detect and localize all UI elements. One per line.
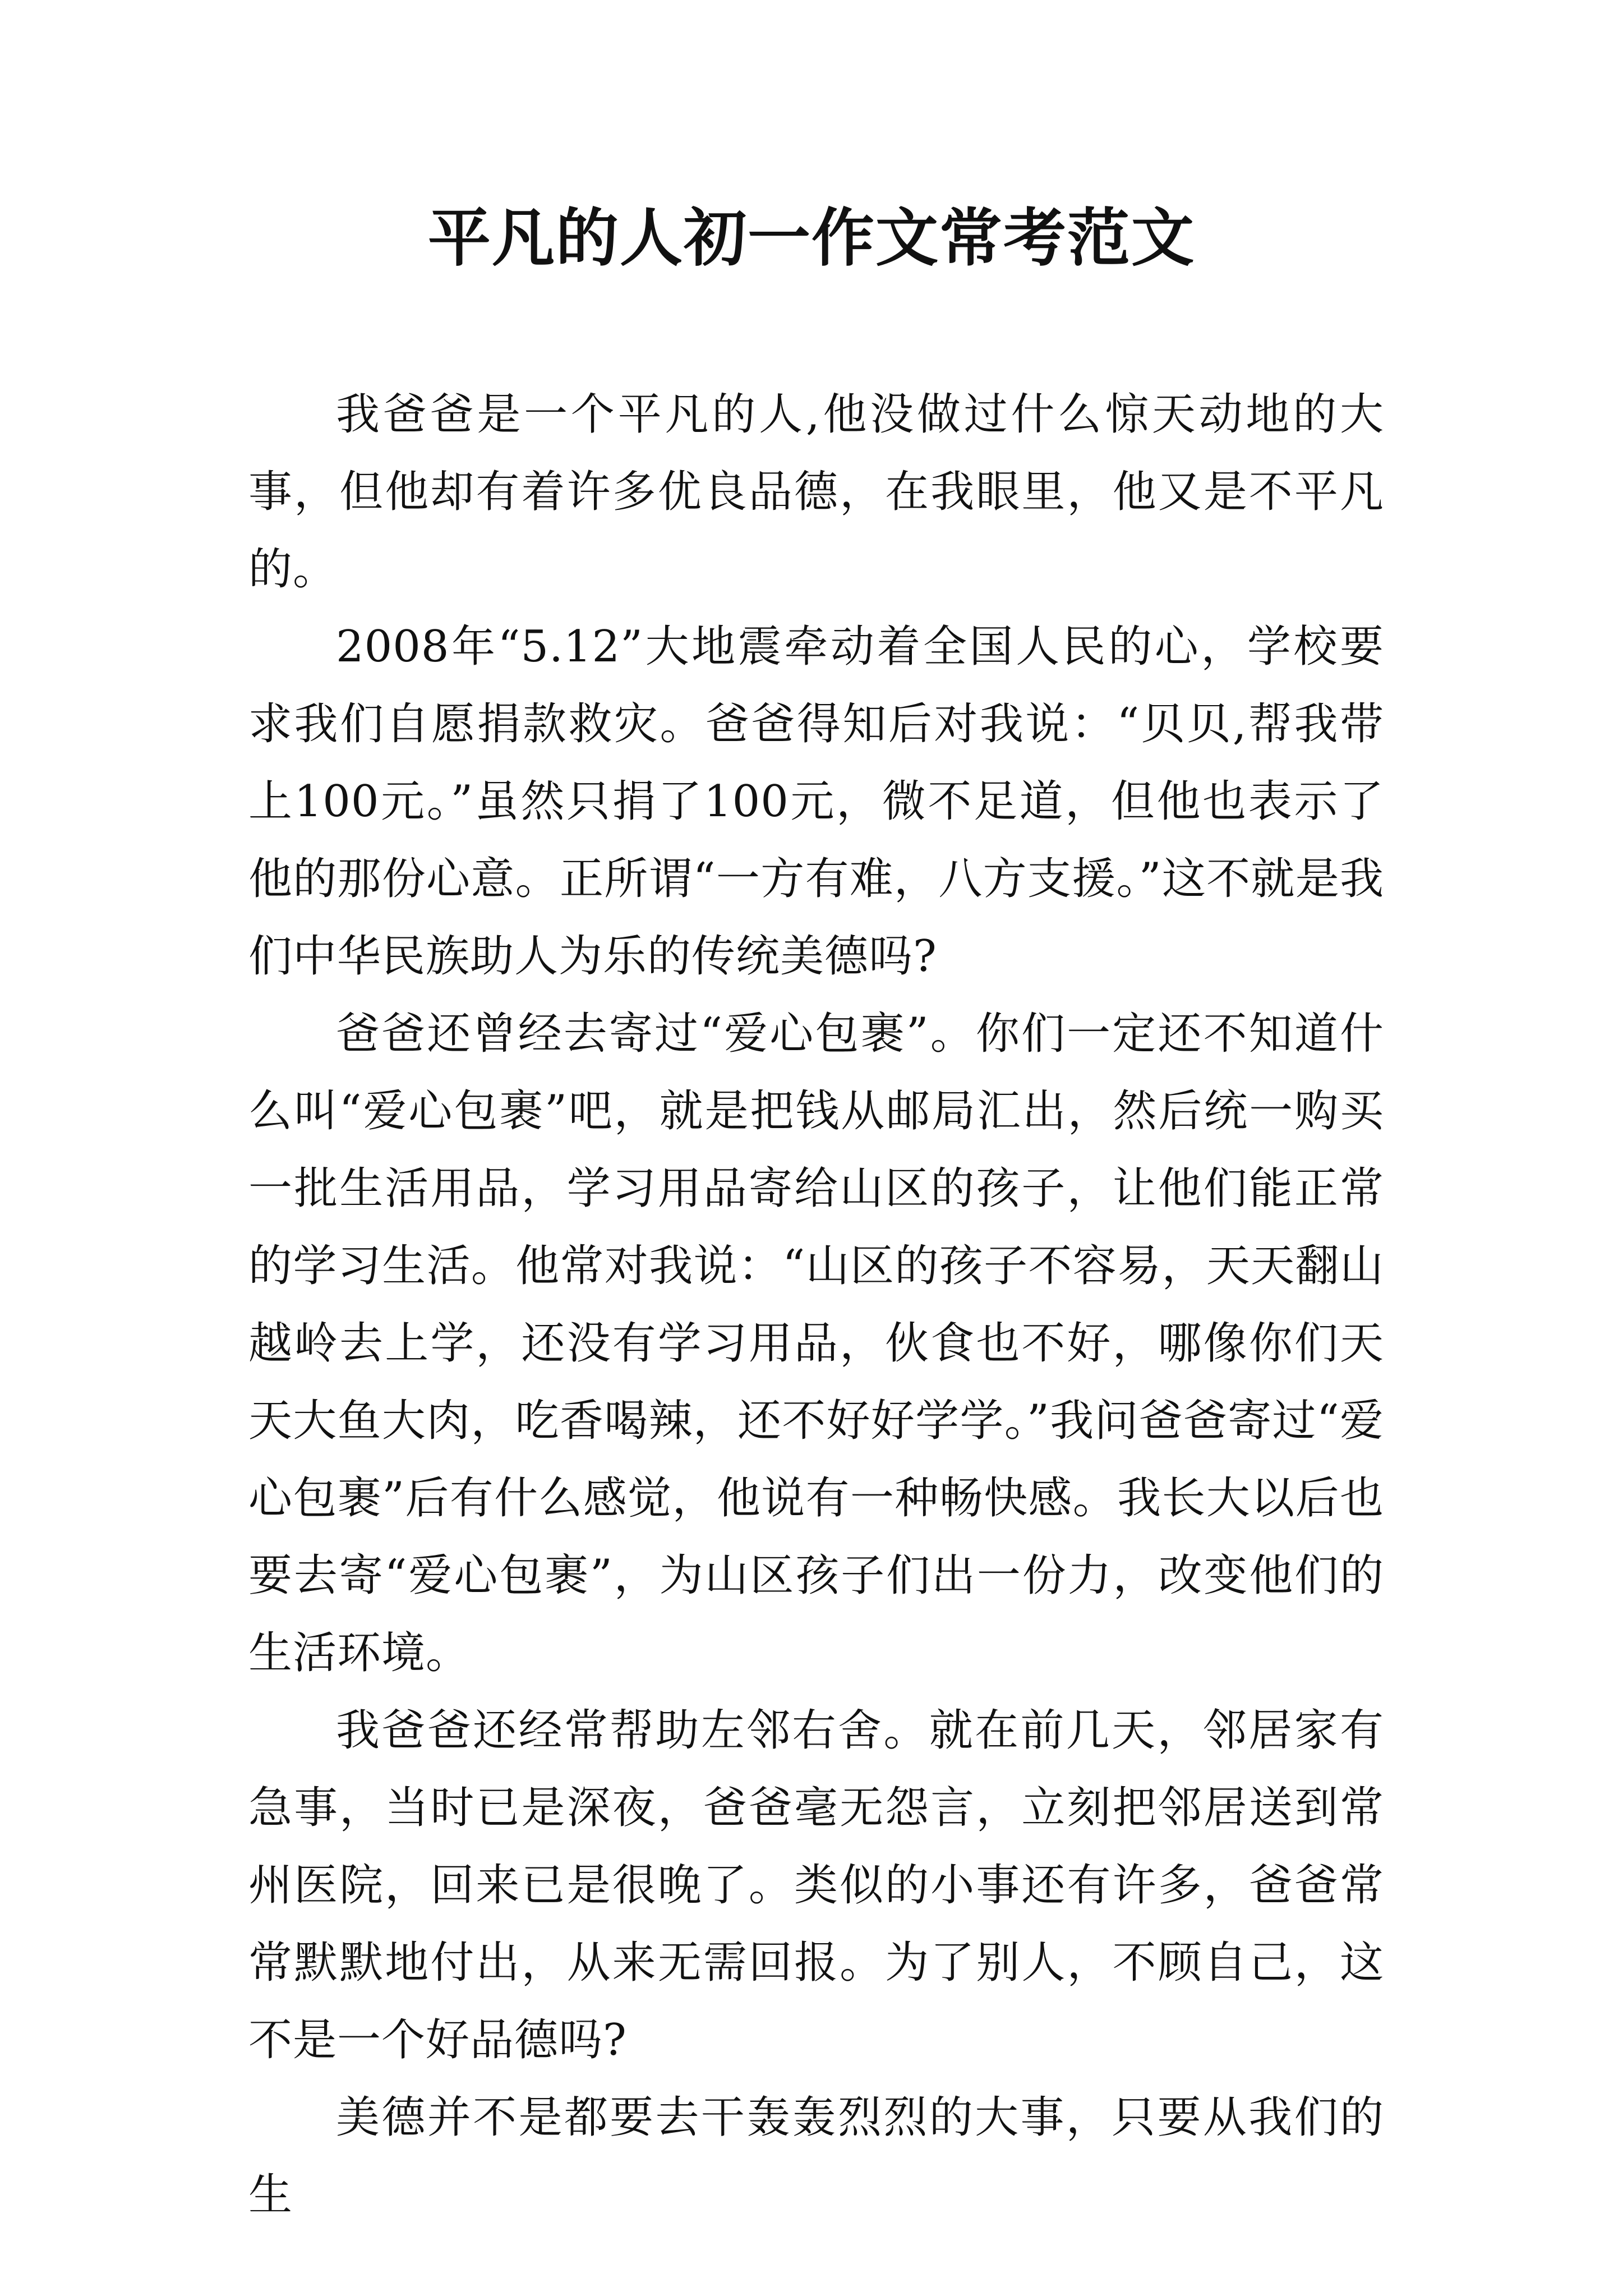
- paragraph-3: 爸爸还曾经去寄过“爱心包裹”。你们一定还不知道什么叫“爱心包裹”吧，就是把钱从邮局汇出，然后统一购买一批生活用品，学习用品寄给山区的孩子，让他们能正常的学习生活。他常对我说：“山区的孩子不容易，天天翻山越岭去上学，还没有学习用品，伙食也不好，哪像你们天天大鱼大肉，吃香喝辣，还不好好学学。”我问爸爸寄过“爱心包裹”后有什么感觉，他说有一种畅快感。我长大以后也要去寄“爱心包裹”，为山区孩子们出一份力，改变他们的生活环境。: [248, 1009, 1384, 1678]
- paragraph-1: 我爸爸是一个平凡的人,他没做过什么惊天动地的大事，但他却有着许多优良品德，在我眼里，他又是不平凡的。: [248, 389, 1384, 595]
- paragraph-5: 美德并不是都要去干轰轰烈烈的大事，只要从我们的生: [248, 2092, 1384, 2220]
- paragraph-4: 我爸爸还经常帮助左邻右舍。就在前几天，邻居家有急事，当时已是深夜，爸爸毫无怨言，立刻把邻居送到常州医院，回来已是很晚了。类似的小事还有许多，爸爸常常默默地付出，从来无需回报。为了别人，不顾自己，这不是一个好品德吗?: [248, 1705, 1384, 2065]
- document-body: [248, 376, 1384, 2234]
- document-title: 平凡的人初一作文常考范文: [428, 201, 1195, 275]
- paragraph-2: 2008年“5.12”大地震牵动着全国人民的心，学校要求我们自愿捐款救灾。爸爸得知后对我说：“贝贝,帮我带上100元。”虽然只捐了100元，微不足道，但他也表示了他的那份心意。正所谓“一方有难，八方支援。”这不就是我们中华民族助人为乐的传统美德吗?: [248, 622, 1384, 982]
